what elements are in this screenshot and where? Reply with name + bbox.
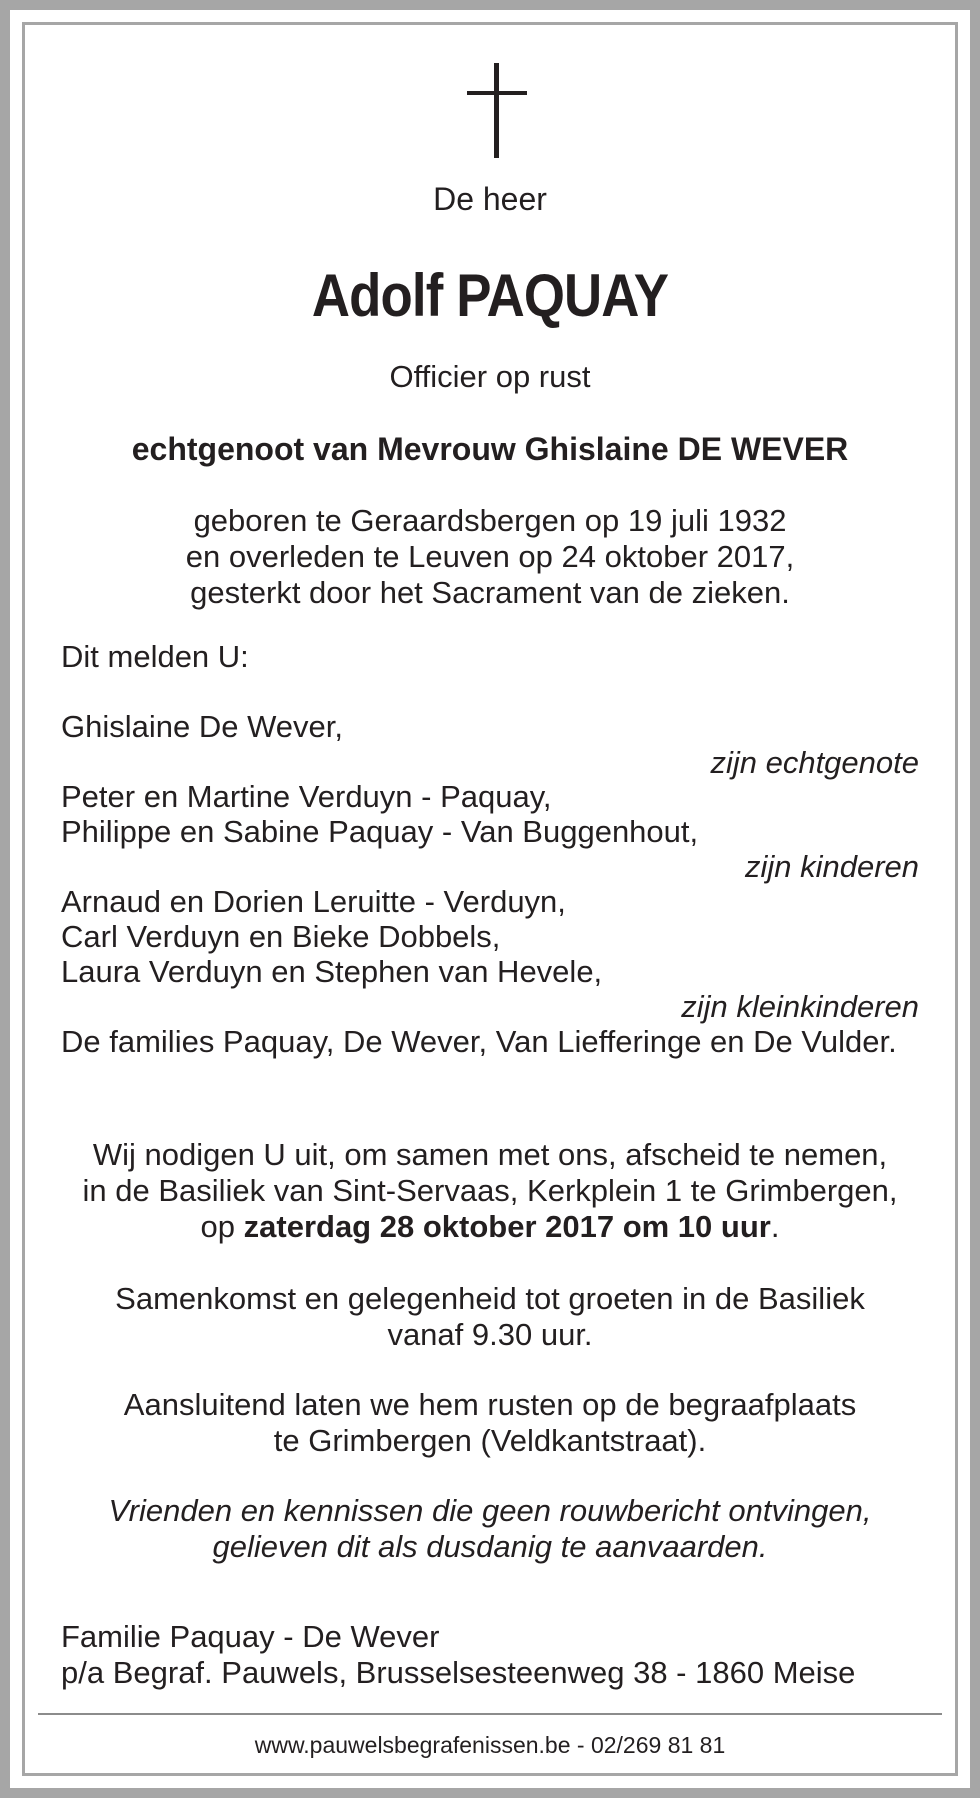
mourner-grandchild: Carl Verduyn en Bieke Dobbels, — [61, 919, 501, 954]
role-spouse: zijn echtgenote — [710, 745, 919, 780]
deceased-name: Adolf PAQUAY — [311, 262, 669, 329]
invitation-date-line — [25, 1209, 955, 1245]
invitation-prefix: op — [200, 1209, 244, 1244]
spouse-line: echtgenoot van Mevrouw Ghislaine DE WEVER — [131, 431, 849, 467]
families: De families Paquay, De Wever, Van Liefferinge en De Vulder. — [61, 1024, 897, 1059]
mourner-child: Peter en Martine Verduyn - Paquay, — [61, 779, 552, 814]
gathering-line: vanaf 9.30 uur. — [387, 1317, 593, 1352]
honorific: De heer — [433, 181, 547, 217]
note-line: gelieven dit als dusdanig te aanvaarden. — [212, 1529, 768, 1564]
invitation-line: in de Basiliek van Sint-Servaas, Kerkplein 1 te Grimbergen, — [82, 1173, 898, 1208]
cross-icon — [467, 63, 527, 163]
mourner-grandchild: Laura Verduyn en Stephen van Hevele, — [61, 954, 603, 989]
burial-line: te Grimbergen (Veldkantstraat). — [273, 1423, 707, 1458]
life-line: geboren te Geraardsbergen op 19 juli 1932 — [193, 503, 787, 538]
invitation-suffix: . — [770, 1209, 780, 1244]
life-line: en overleden te Leuven op 24 oktober 2017, — [185, 539, 795, 574]
invitation-line: Wij nodigen U uit, om samen met ons, afscheid te nemen, — [92, 1137, 888, 1172]
page-background — [10, 10, 970, 1788]
burial-line: Aansluitend laten we hem rusten op de begraafplaats — [123, 1387, 857, 1422]
contact-line: Familie Paquay - De Wever — [61, 1619, 440, 1654]
gathering-line: Samenkomst en gelegenheid tot groeten in de Basiliek — [115, 1281, 865, 1316]
footer-divider — [38, 1713, 942, 1715]
contact-line: p/a Begraf. Pauwels, Brusselsesteenweg 38 - 1860 Meise — [61, 1655, 856, 1690]
footer-contact: www.pauwelsbegrafenissen.be - 02/269 81 81 — [254, 1732, 726, 1758]
notice-frame — [22, 22, 958, 1776]
mourner-spouse: Ghislaine De Wever, — [61, 709, 343, 744]
note-line: Vrienden en kennissen die geen rouwbericht ontvingen, — [108, 1493, 872, 1528]
rank: Officier op rust — [389, 359, 591, 394]
role-children: zijn kinderen — [744, 849, 919, 884]
notice-content — [25, 25, 955, 1773]
ceremony-date: zaterdag 28 oktober 2017 om 10 uur — [243, 1209, 771, 1244]
role-grandchildren: zijn kleinkinderen — [681, 989, 919, 1024]
intro: Dit melden U: — [61, 639, 249, 674]
life-line: gesterkt door het Sacrament van de zieken. — [190, 575, 790, 610]
mourner-grandchild: Arnaud en Dorien Leruitte - Verduyn, — [61, 884, 566, 919]
mourner-child: Philippe en Sabine Paquay - Van Buggenhout, — [61, 814, 699, 849]
